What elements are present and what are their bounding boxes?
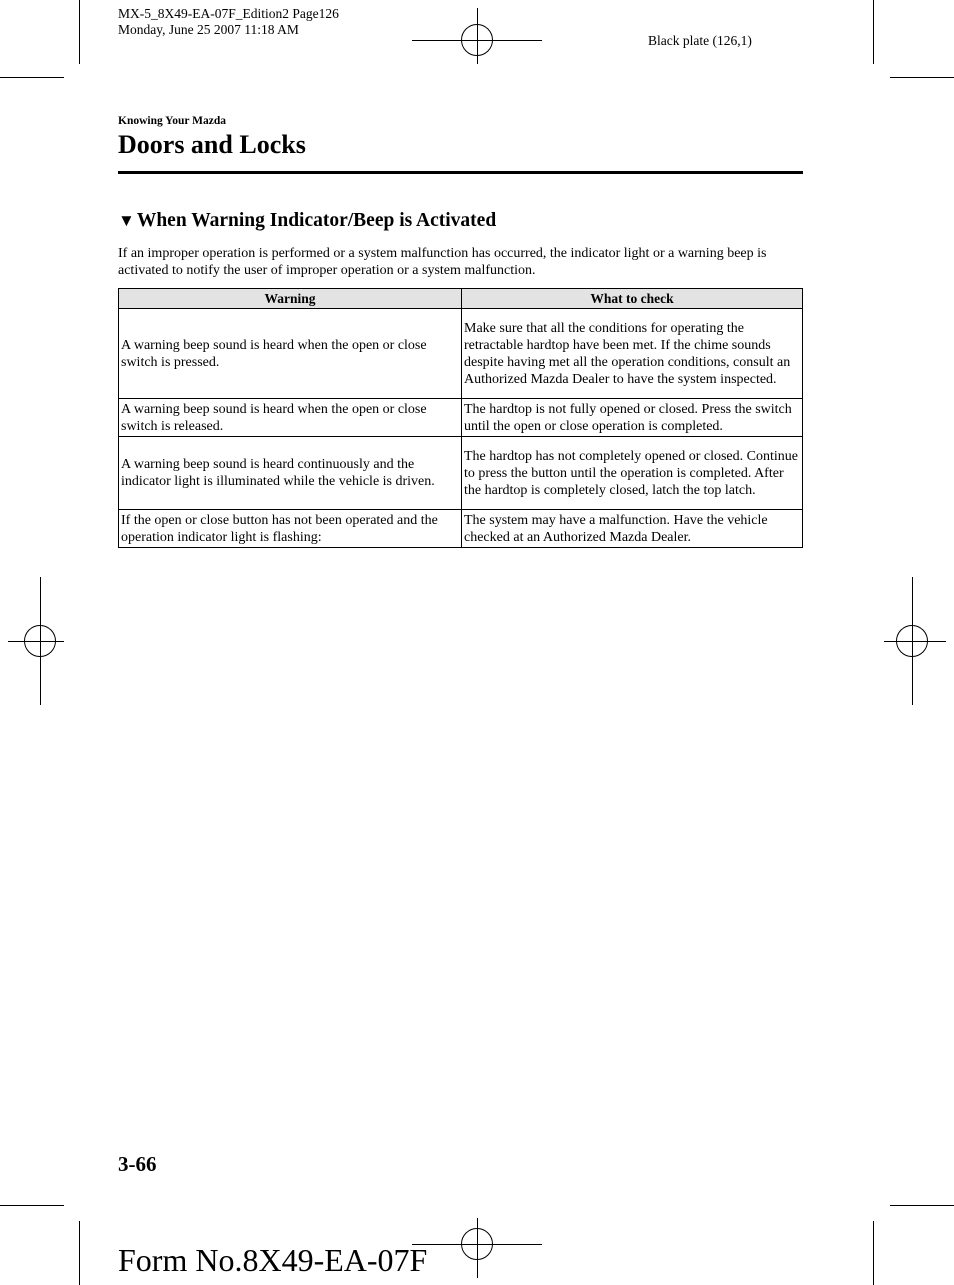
table-header-row — [119, 289, 803, 309]
title-rule — [118, 171, 803, 174]
crop-mark — [79, 0, 80, 64]
subsection-heading-text: When Warning Indicator/Beep is Activated — [136, 210, 497, 231]
table-row — [119, 437, 803, 510]
crop-mark — [890, 77, 954, 78]
warning-cell: A warning beep sound is heard when the open or close switch is released. — [119, 399, 462, 437]
crop-mark — [873, 0, 874, 64]
file-line: MX-5_8X49-EA-07F_Edition2 Page126 — [118, 6, 339, 21]
form-number: Form No.8X49-EA-07F — [118, 1242, 428, 1278]
warning-cell: If the open or close button has not been operated and the operation indicator light is flashing: — [119, 510, 462, 548]
crop-mark — [79, 1221, 80, 1285]
subsection-heading — [118, 210, 496, 232]
check-cell: The hardtop has not completely opened or closed. Continue to press the button until the operation is completed. After the hardtop is completely closed, latch the top latch. — [462, 437, 803, 510]
date-line: Monday, June 25 2007 11:18 AM — [118, 22, 299, 37]
warning-table — [118, 288, 803, 548]
warning-cell: A warning beep sound is heard continuously and the indicator light is illuminated while the vehicle is driven. — [119, 437, 462, 510]
crop-mark — [873, 1221, 874, 1285]
warning-cell: A warning beep sound is heard when the open or close switch is pressed. — [119, 309, 462, 399]
intro-paragraph: If an improper operation is performed or a system malfunction has occurred, the indicator light or a warning beep is activated to notify the user of improper operation or a system malfunction. — [118, 246, 767, 278]
crop-mark — [0, 77, 64, 78]
check-cell: The hardtop is not fully opened or closed. Press the switch until the open or close operation is completed. — [462, 399, 803, 437]
crop-mark — [890, 1205, 954, 1206]
triangle-down-icon: ▼ — [118, 211, 135, 230]
column-header-warning: Warning — [119, 289, 462, 309]
section-kicker: Knowing Your Mazda — [118, 115, 226, 127]
table-row — [119, 510, 803, 548]
table-row — [119, 399, 803, 437]
print-metadata — [118, 6, 339, 38]
column-header-what-to-check: What to check — [462, 289, 803, 309]
page-title: Doors and Locks — [118, 130, 306, 159]
check-cell: The system may have a malfunction. Have the vehicle checked at an Authorized Mazda Dealer. — [462, 510, 803, 548]
check-cell: Make sure that all the conditions for operating the retractable hardtop have been met. If the chime sounds despite having met all the operation conditions, consult an Authorized Mazda Dealer to have the system inspected. — [462, 309, 803, 399]
plate-label: Black plate (126,1) — [648, 33, 752, 48]
crop-mark — [0, 1205, 64, 1206]
page-number: 3-66 — [118, 1152, 157, 1176]
table-row — [119, 309, 803, 399]
